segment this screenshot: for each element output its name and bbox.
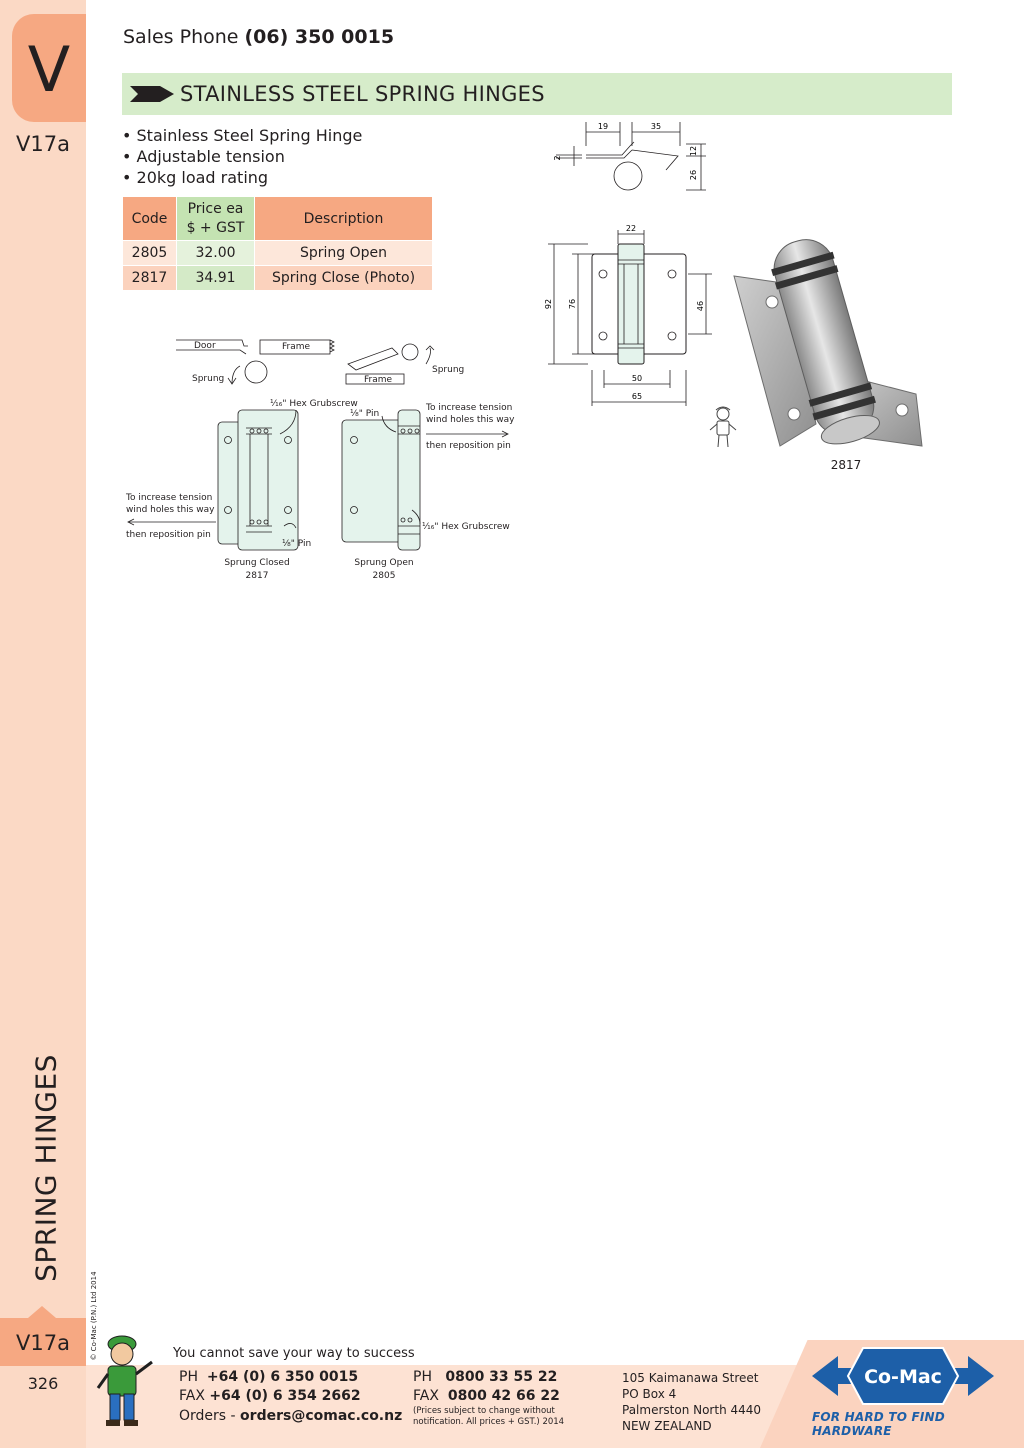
mascot-small-icon xyxy=(706,404,740,450)
address-line: PO Box 4 xyxy=(622,1387,677,1401)
dim-76: 76 xyxy=(568,298,577,310)
header-price-line2: $ + GST xyxy=(186,219,245,236)
label-frame-right: Frame xyxy=(364,375,393,385)
label-pin-top: ¹⁄₈" Pin xyxy=(350,409,380,419)
dim-12: 12 xyxy=(689,145,698,157)
page-title: STAINLESS STEEL SPRING HINGES xyxy=(180,82,545,106)
label-increase-right-2: wind holes this way xyxy=(426,415,515,425)
dim-46: 46 xyxy=(696,300,705,312)
title-banner xyxy=(122,73,952,115)
footer-fax xyxy=(179,1387,361,1406)
cell-price: 34.91 xyxy=(177,266,255,291)
feature-item: • 20kg load rating xyxy=(122,168,269,187)
address-line: NEW ZEALAND xyxy=(622,1419,712,1433)
footer-orders-label: Orders - xyxy=(179,1408,236,1424)
label-hex-grubscrew-top: ¹⁄₁₆" Hex Grubscrew xyxy=(270,399,358,409)
footer-orders xyxy=(179,1407,402,1426)
table-row xyxy=(123,241,433,266)
top-view-drawing xyxy=(546,118,726,198)
footer-fax-free-number: 0800 42 66 22 xyxy=(447,1388,560,1404)
sales-phone-number: (06) 350 0015 xyxy=(244,26,395,48)
label-sprung-open: Sprung Open xyxy=(354,558,414,568)
dim-92: 92 xyxy=(544,298,553,310)
sales-phone-label: Sales Phone xyxy=(123,26,239,48)
header-price xyxy=(177,197,255,241)
footer-ph-free-number: 0800 33 55 22 xyxy=(445,1369,558,1385)
table-header-row xyxy=(123,197,433,241)
label-door: Door xyxy=(194,341,216,351)
footer-price-note-2: notification. All prices + GST.) 2014 xyxy=(413,1417,565,1427)
header-code: Code xyxy=(123,197,177,241)
cell-code: 2805 xyxy=(123,241,177,266)
label-sprung-right: Sprung xyxy=(432,365,465,375)
header-description: Description xyxy=(255,197,433,241)
footer-phone xyxy=(179,1368,358,1387)
footer-tagline: FOR HARD TO FIND HARDWARE xyxy=(812,1410,945,1438)
dim-2: 2 xyxy=(553,155,562,161)
price-table xyxy=(122,196,433,291)
cell-price: 32.00 xyxy=(177,241,255,266)
photo-caption: 2817 xyxy=(830,458,862,472)
section-sidebar xyxy=(0,0,86,1448)
footer-price-note-1: (Prices subject to change without xyxy=(413,1406,555,1416)
installation-diagram xyxy=(120,330,520,588)
dim-65: 65 xyxy=(631,392,643,401)
header-price-line1: Price ea xyxy=(187,200,244,217)
footer-ph-free-label: PH xyxy=(413,1369,432,1385)
logo-text: Co-Mac xyxy=(864,1366,942,1388)
comac-logo xyxy=(808,1344,998,1408)
footer-fax-number: +64 (0) 6 354 2662 xyxy=(209,1388,361,1404)
label-sprung-closed: Sprung Closed xyxy=(224,558,290,568)
footer-ph-number: +64 (0) 6 350 0015 xyxy=(206,1369,359,1385)
label-pin-bottom: ¹⁄₈" Pin xyxy=(282,539,312,549)
footer-freephone xyxy=(413,1368,557,1387)
label-increase-left-2: wind holes this way xyxy=(126,505,215,515)
cell-code: 2817 xyxy=(123,266,177,291)
label-increase-right-1: To increase tension xyxy=(426,403,513,413)
mascot-icon xyxy=(92,1326,162,1428)
table-row xyxy=(123,266,433,291)
page-number: 326 xyxy=(27,1374,59,1393)
label-reposition-left: then reposition pin xyxy=(126,530,211,540)
feature-item: • Adjustable tension xyxy=(122,147,285,166)
footer-address xyxy=(622,1370,761,1434)
label-closed-code: 2817 xyxy=(245,571,269,581)
sales-phone xyxy=(123,26,394,48)
hinge-photo xyxy=(730,224,930,456)
address-line: Palmerston North 4440 xyxy=(622,1403,762,1417)
label-hex-grubscrew-bottom: ¹⁄₁₆" Hex Grubscrew xyxy=(422,522,510,532)
label-increase-left-1: To increase tension xyxy=(126,493,213,503)
footer-freefax xyxy=(413,1387,560,1406)
footer-orders-email[interactable]: orders@comac.co.nz xyxy=(240,1408,403,1424)
section-code-bottom: V17a xyxy=(0,1318,86,1366)
label-sprung-left: Sprung xyxy=(192,374,225,384)
side-title-text: SPRING HINGES xyxy=(29,1054,63,1282)
front-view-drawing xyxy=(540,216,720,408)
label-reposition-right: then reposition pin xyxy=(426,441,511,451)
dim-19: 19 xyxy=(597,122,609,131)
dim-26: 26 xyxy=(689,169,698,181)
copyright-text: © Co-Mac (P.N.) Ltd 2014 xyxy=(90,1271,98,1361)
dim-22: 22 xyxy=(625,224,637,233)
cell-description: Spring Close (Photo) xyxy=(255,266,433,291)
footer-ph-label: PH xyxy=(179,1369,198,1385)
section-letter: V xyxy=(27,33,71,106)
dim-50: 50 xyxy=(631,374,643,383)
label-frame-top: Frame xyxy=(282,342,311,352)
dim-35: 35 xyxy=(650,122,662,131)
footer-motto: You cannot save your way to success xyxy=(173,1346,415,1361)
feature-item: • Stainless Steel Spring Hinge xyxy=(122,126,363,145)
footer-fax-label: FAX xyxy=(179,1388,205,1404)
label-open-code: 2805 xyxy=(372,571,396,581)
footer-fax-free-label: FAX xyxy=(413,1388,439,1404)
arrow-icon xyxy=(130,86,174,102)
section-code-top: V17a xyxy=(16,132,70,156)
address-line: 105 Kaimanawa Street xyxy=(622,1371,759,1385)
feature-list xyxy=(122,125,362,188)
cell-description: Spring Open xyxy=(255,241,433,266)
